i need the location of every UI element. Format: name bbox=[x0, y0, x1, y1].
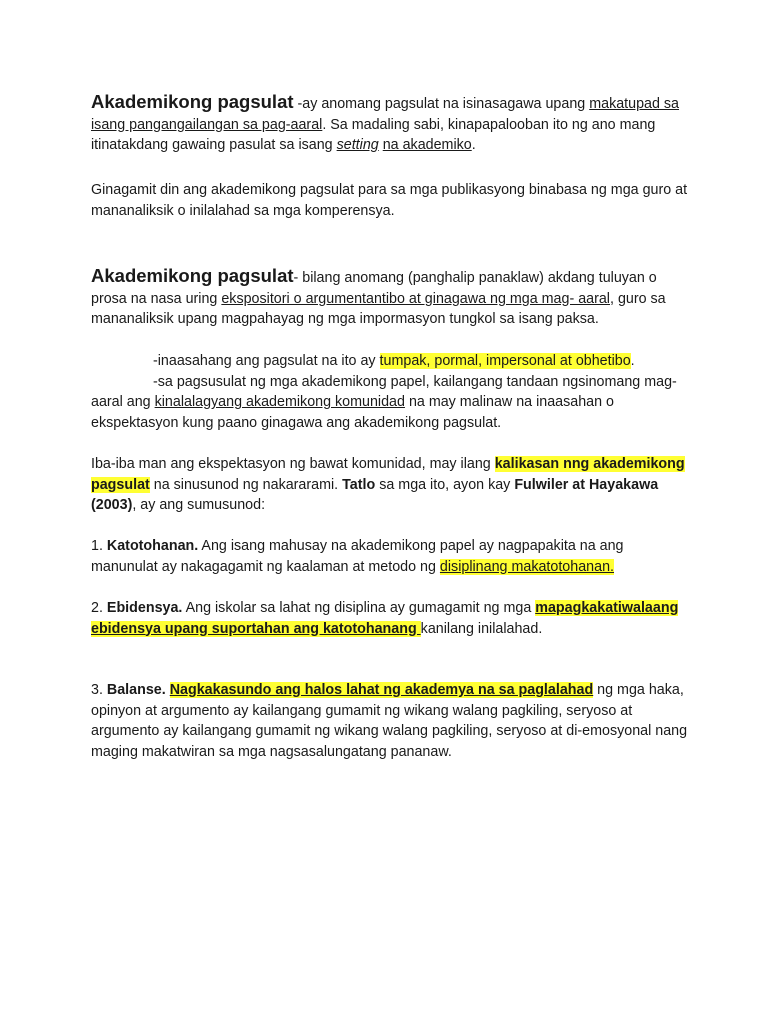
text: , guro sa mananaliksik upang magpahayag ng mga impormasyon tungkol sa isang paksa. bbox=[91, 290, 666, 327]
underlined-text: makatupad sa isang pangangailangan sa pag-aaral bbox=[91, 96, 680, 133]
heading-akademikong-pagsulat-2: Akademikong pagsulat bbox=[91, 265, 294, 286]
paragraph-usage: Ginagamit din ang akademikong pagsulat para sa mga publikasyong binabasa ng mga guro at mananaliksik o inilalahad sa mga komperensya. bbox=[91, 182, 688, 219]
highlighted-text: tumpak, pormal, impersonal at obhetibo bbox=[379, 353, 631, 369]
text: -ay anomang pagsulat na isinasagawa upang bbox=[293, 96, 590, 112]
underlined-text: kinalalagyang akademikong komunidad bbox=[154, 394, 405, 410]
highlighted-bold-underlined-text: mapagkakatiwalaang ebidensya upang suportahan ang katotohanang bbox=[91, 600, 679, 637]
list-item-title: Ebidensya. bbox=[106, 600, 183, 616]
highlighted-bold-underlined-text: Nagkakasundo ang halos lahat ng akademya na sa paglalahad bbox=[169, 682, 594, 698]
list-item-balanse bbox=[91, 680, 691, 762]
list-item-title: Katotohanan. bbox=[106, 538, 199, 554]
list-number: 2. bbox=[91, 600, 107, 616]
list-item-title: Balanse. bbox=[106, 682, 166, 698]
text: Iba-iba man ang ekspektasyon ng bawat komunidad, may ilang bbox=[91, 456, 495, 472]
underlined-text: na akademiko bbox=[382, 137, 472, 153]
text: sa mga ito, ayon kay bbox=[375, 476, 515, 493]
list-number: 3. bbox=[91, 682, 107, 698]
list-item-katotohanan bbox=[91, 536, 691, 577]
text: Ang iskolar sa lahat ng disiplina ay gumagamit ng mga bbox=[182, 600, 536, 616]
text: . bbox=[630, 353, 635, 369]
highlighted-bold-text: kalikasan nng akademikong pagsulat bbox=[91, 456, 685, 493]
text: na may malinaw na inaasahan o ekspektasyon kung paano ginagawa ang akademikong pagsulat. bbox=[91, 394, 614, 431]
text: -sa pagsusulat ng mga akademikong papel, kailangang tandaan ngsinomang mag-aaral ang bbox=[91, 373, 677, 410]
text: Ang isang mahusay na akademikong papel ay nagpapakita na ang manunulat ay nakagagamit ng kaalaman at metodo ng bbox=[91, 538, 624, 575]
paragraph-characteristics bbox=[91, 454, 691, 516]
text: ng mga haka, opinyon at argumento ay kailangang gumamit ng wikang walang pagkiling, seryoso at argumento ay kailangang gumamit ng wikang walang pagkiling, seryoso at di-emosyonal nang maging makatwiran sa mga nagsasalungatang pananaw. bbox=[91, 682, 688, 760]
highlighted-underlined-text: disiplinang makatotohanan. bbox=[439, 558, 614, 575]
text: . bbox=[471, 137, 476, 153]
list-item-ebidensya bbox=[91, 598, 691, 639]
bold-text: Tatlo bbox=[342, 476, 376, 493]
text: na sinusunod ng nakararami. bbox=[149, 476, 343, 493]
italic-underlined-text: setting bbox=[336, 137, 379, 153]
paragraph-expectations bbox=[91, 351, 691, 433]
text: , ay ang sumusunod: bbox=[132, 497, 266, 513]
text: - bilang anomang (panghalip panaklaw) akdang tuluyan o prosa na nasa uring bbox=[91, 270, 657, 307]
list-number: 1. bbox=[91, 538, 107, 554]
bold-text: Fulwiler at Hayakawa (2003) bbox=[91, 476, 659, 513]
text: . Sa madaling sabi, kinapapalooban ito ng ano mang itinatakdang gawaing pasulat sa isang bbox=[91, 116, 656, 153]
underlined-text: ekspositori o argumentantibo at ginagawa ng mga mag- aaral bbox=[221, 290, 610, 307]
text: kanilang inilalahad. bbox=[420, 620, 543, 637]
paragraph-definition-1 bbox=[91, 92, 691, 156]
heading-akademikong-pagsulat-1: Akademikong pagsulat bbox=[91, 91, 294, 112]
paragraph-definition-2 bbox=[91, 266, 691, 330]
text: -inaasahang ang pagsulat na ito ay bbox=[153, 353, 380, 369]
